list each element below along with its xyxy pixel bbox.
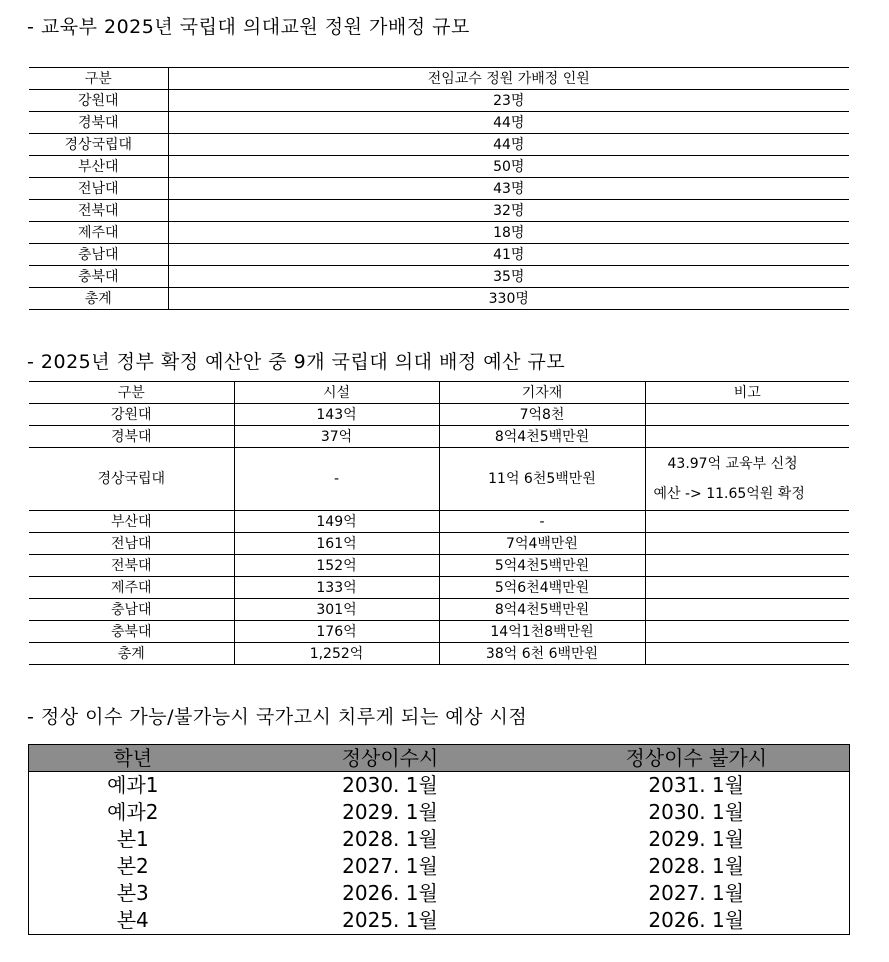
col-header-grade: 학년	[29, 745, 237, 772]
col-header-category: 구분	[29, 382, 234, 404]
table-cell: 41명	[493, 246, 525, 263]
table-cell: 2026. 1월	[648, 908, 745, 932]
table-row	[29, 288, 849, 310]
table-cell: 2030. 1월	[648, 800, 745, 824]
table-row	[29, 577, 849, 599]
table-cell: 2031. 1월	[648, 773, 745, 797]
table-cell: 133억	[234, 577, 439, 599]
remarks-line: 43.97억 교육부 신청	[667, 456, 798, 472]
table-row	[29, 178, 849, 200]
table-cell	[645, 533, 849, 555]
table-row	[29, 621, 849, 643]
table-cell: 충북대	[29, 621, 234, 643]
table-cell: 38억 6천 6백만원	[439, 643, 645, 665]
section1-title: - 교육부 2025년 국립대 의대교원 정원 가배정 규모	[27, 16, 470, 38]
col-header-remarks: 비고	[733, 384, 761, 401]
section2-title: - 2025년 정부 확정 예산안 중 9개 국립대 의대 배정 예산 규모	[27, 351, 566, 373]
table-cell: 전남대	[29, 533, 234, 555]
table-cell: 부산대	[29, 511, 234, 533]
table-cell: 경상국립대	[29, 448, 234, 511]
table-cell: 2028. 1월	[342, 827, 438, 851]
table-cell: 강원대	[29, 404, 234, 426]
table-row	[29, 826, 850, 853]
table-cell: 전북대	[29, 555, 234, 577]
table-cell: 2027. 1월	[648, 881, 745, 905]
table-cell: 2029. 1월	[342, 800, 438, 824]
table-cell: 본3	[116, 881, 149, 905]
col-header-quota: 전임교수 정원 가배정 인원	[427, 70, 590, 87]
table-cell: 35명	[493, 268, 525, 285]
table-cell	[645, 577, 849, 599]
col-header-category: 구분	[29, 68, 168, 90]
table-cell	[645, 599, 849, 621]
table-cell: 충남대	[29, 244, 168, 266]
table-row	[29, 222, 849, 244]
table-row	[29, 134, 849, 156]
table-row	[29, 90, 849, 112]
table-cell: 176억	[234, 621, 439, 643]
table-cell: 44명	[493, 114, 525, 131]
col-header-normal: 정상이수시	[237, 745, 544, 772]
table-cell: 전북대	[29, 200, 168, 222]
table-cell: 301억	[234, 599, 439, 621]
table-cell: 330명	[488, 290, 529, 307]
table-cell: 14억1천8백만원	[439, 621, 645, 643]
table-cell: 32명	[493, 202, 525, 219]
table-cell: 11억 6천5백만원	[439, 448, 645, 511]
table-cell: 149억	[234, 511, 439, 533]
table-cell: 본2	[116, 854, 149, 878]
table-cell: 제주대	[29, 577, 234, 599]
table-cell: 예과1	[107, 773, 159, 797]
table-cell: 2027. 1월	[342, 854, 438, 878]
table-cell: 본1	[116, 827, 149, 851]
table-cell: 본4	[116, 908, 149, 932]
table-row	[29, 404, 849, 426]
table-cell: 충남대	[29, 599, 234, 621]
table-cell: 37억	[234, 426, 439, 448]
table-cell: 43명	[493, 180, 525, 197]
table-cell: -	[234, 448, 439, 511]
table-cell	[645, 404, 849, 426]
table-cell: 161억	[234, 533, 439, 555]
table-cell: 경상국립대	[29, 134, 168, 156]
table-cell	[645, 621, 849, 643]
budget-table	[29, 381, 849, 665]
table-row	[29, 772, 850, 800]
faculty-quota-table	[29, 67, 849, 310]
table-row	[29, 156, 849, 178]
table-cell: 경북대	[29, 426, 234, 448]
table-row	[29, 448, 849, 511]
table-cell: 총계	[29, 643, 234, 665]
table-cell: 8억4천5백만원	[439, 426, 645, 448]
table-cell: 143억	[234, 404, 439, 426]
table-row	[29, 112, 849, 134]
table-cell: 152억	[234, 555, 439, 577]
table-cell: 5억6천4백만원	[439, 577, 645, 599]
table-cell: 2029. 1월	[648, 827, 745, 851]
table-row	[29, 907, 850, 935]
table-cell: 2028. 1월	[648, 854, 745, 878]
col-header-facility: 시설	[234, 382, 439, 404]
table-row	[29, 426, 849, 448]
table-cell	[645, 643, 849, 665]
exam-timing-table	[28, 744, 850, 935]
table-cell: 18명	[493, 224, 525, 241]
table-header-row	[29, 68, 849, 90]
table-cell: 제주대	[29, 222, 168, 244]
col-header-equipment: 기자재	[439, 382, 645, 404]
table-cell: 예과2	[107, 800, 159, 824]
table-row	[29, 599, 849, 621]
table-cell: 1,252억	[234, 643, 439, 665]
table-row	[29, 533, 849, 555]
remarks-cell	[645, 448, 849, 511]
table-cell: 23명	[493, 92, 525, 109]
remarks-line: 예산 -> 11.65억원 확정	[653, 486, 805, 502]
table-cell: 7억8천	[439, 404, 645, 426]
col-header-delayed: 정상이수 불가시	[544, 745, 850, 772]
table-cell	[645, 555, 849, 577]
table-cell: 2025. 1월	[342, 908, 438, 932]
table-cell: 2030. 1월	[342, 773, 438, 797]
table-cell: 강원대	[29, 90, 168, 112]
table-row	[29, 643, 849, 665]
table-header-row	[29, 745, 850, 772]
table-row	[29, 244, 849, 266]
table-row	[29, 555, 849, 577]
table-row	[29, 200, 849, 222]
table-cell: 5억4천5백만원	[439, 555, 645, 577]
table-row	[29, 880, 850, 907]
table-cell: 충북대	[29, 266, 168, 288]
section3-title: - 정상 이수 가능/불가능시 국가고시 치루게 되는 예상 시점	[27, 706, 528, 728]
table-row	[29, 266, 849, 288]
table-cell: 44명	[493, 136, 525, 153]
table-cell: 전남대	[29, 178, 168, 200]
table-row	[29, 799, 850, 826]
table-cell	[645, 426, 849, 448]
table-header-row	[29, 382, 849, 404]
table-cell: 8억4천5백만원	[439, 599, 645, 621]
table-cell: 7억4백만원	[439, 533, 645, 555]
table-cell: 경북대	[29, 112, 168, 134]
table-cell: 부산대	[29, 156, 168, 178]
table-cell: 총계	[29, 288, 168, 310]
table-cell: 50명	[493, 158, 525, 175]
table-cell: 2026. 1월	[342, 881, 438, 905]
table-row	[29, 511, 849, 533]
table-cell: -	[439, 511, 645, 533]
table-row	[29, 853, 850, 880]
table-cell	[645, 511, 849, 533]
